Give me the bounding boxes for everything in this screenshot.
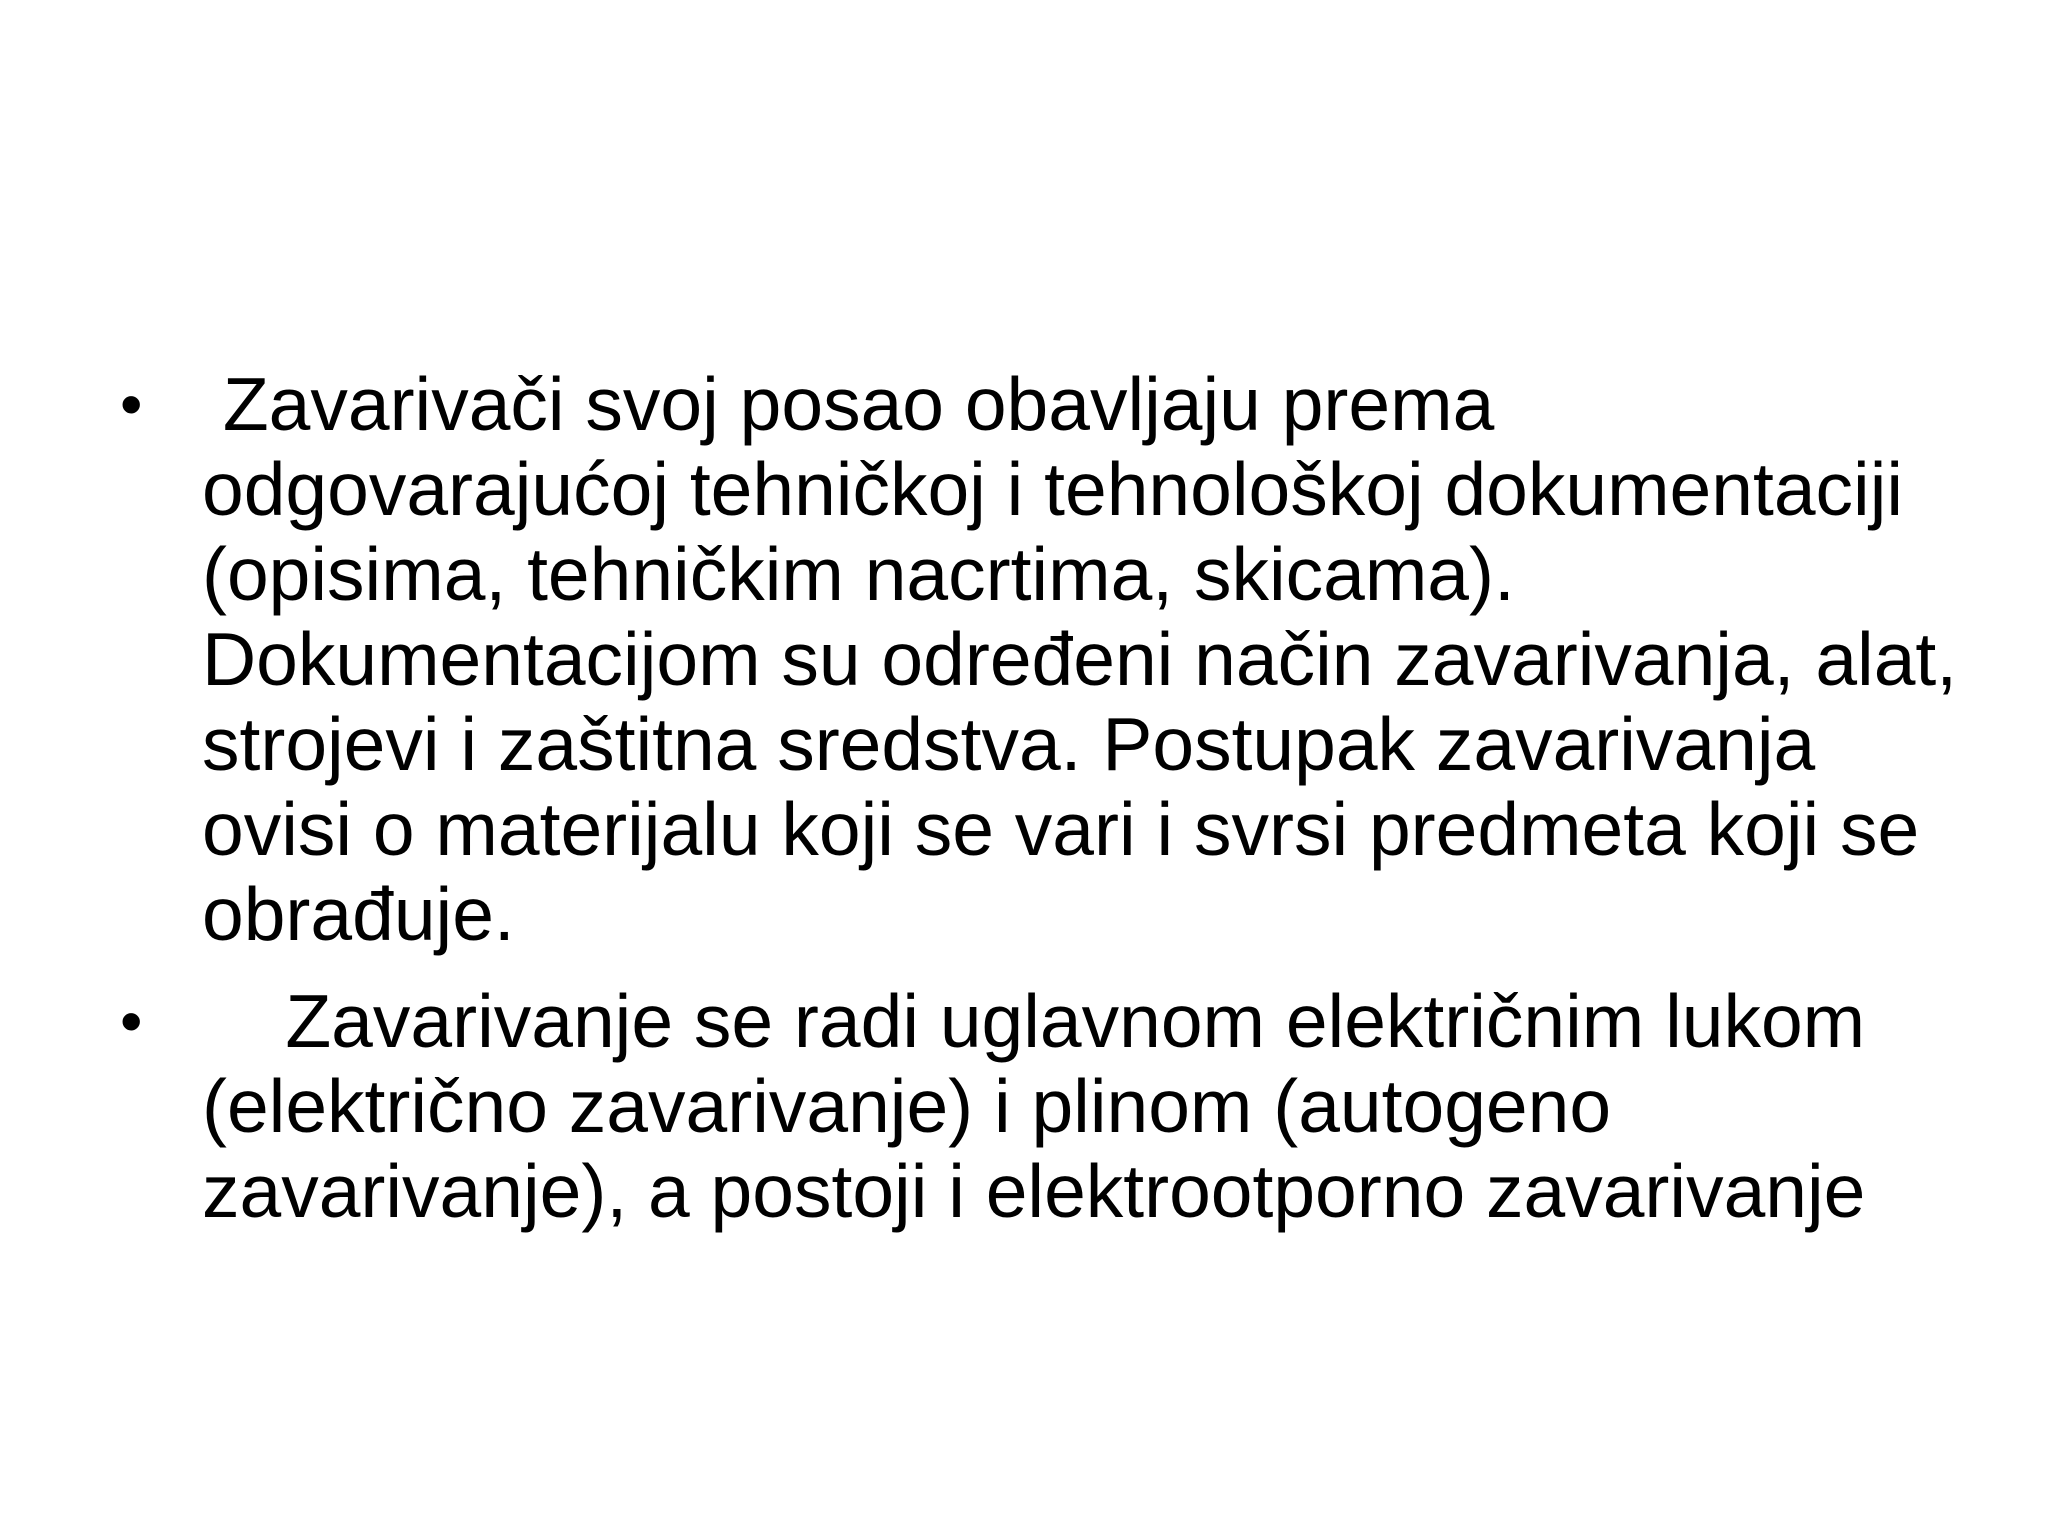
bullet-item-welding-methods — [120, 979, 1960, 1234]
bullet-icon: • — [120, 985, 143, 1057]
bullet-text: Zavarivači svoj posao obavljaju prema odgovarajućoj tehničkoj i tehnološkoj dokumentaciji (opisima, tehničkim nacrtima, skicama). Dokumentacijom su određeni način zavarivanja, alat, strojevi i zaštitna sredstva. Postupak zavarivanja ovisi o materijalu koji se vari i svrsi predmeta koji se obrađuje. — [202, 362, 1978, 956]
bullet-item-welders-documentation — [120, 362, 1978, 957]
bullet-list — [120, 362, 1978, 1234]
bullet-icon: • — [120, 368, 143, 440]
bullet-text: Zavarivanje se radi uglavnom električnim lukom (električno zavarivanje) i plinom (autogeno zavarivanje), a postoji i elektrootporno zavarivanje — [202, 979, 1887, 1233]
